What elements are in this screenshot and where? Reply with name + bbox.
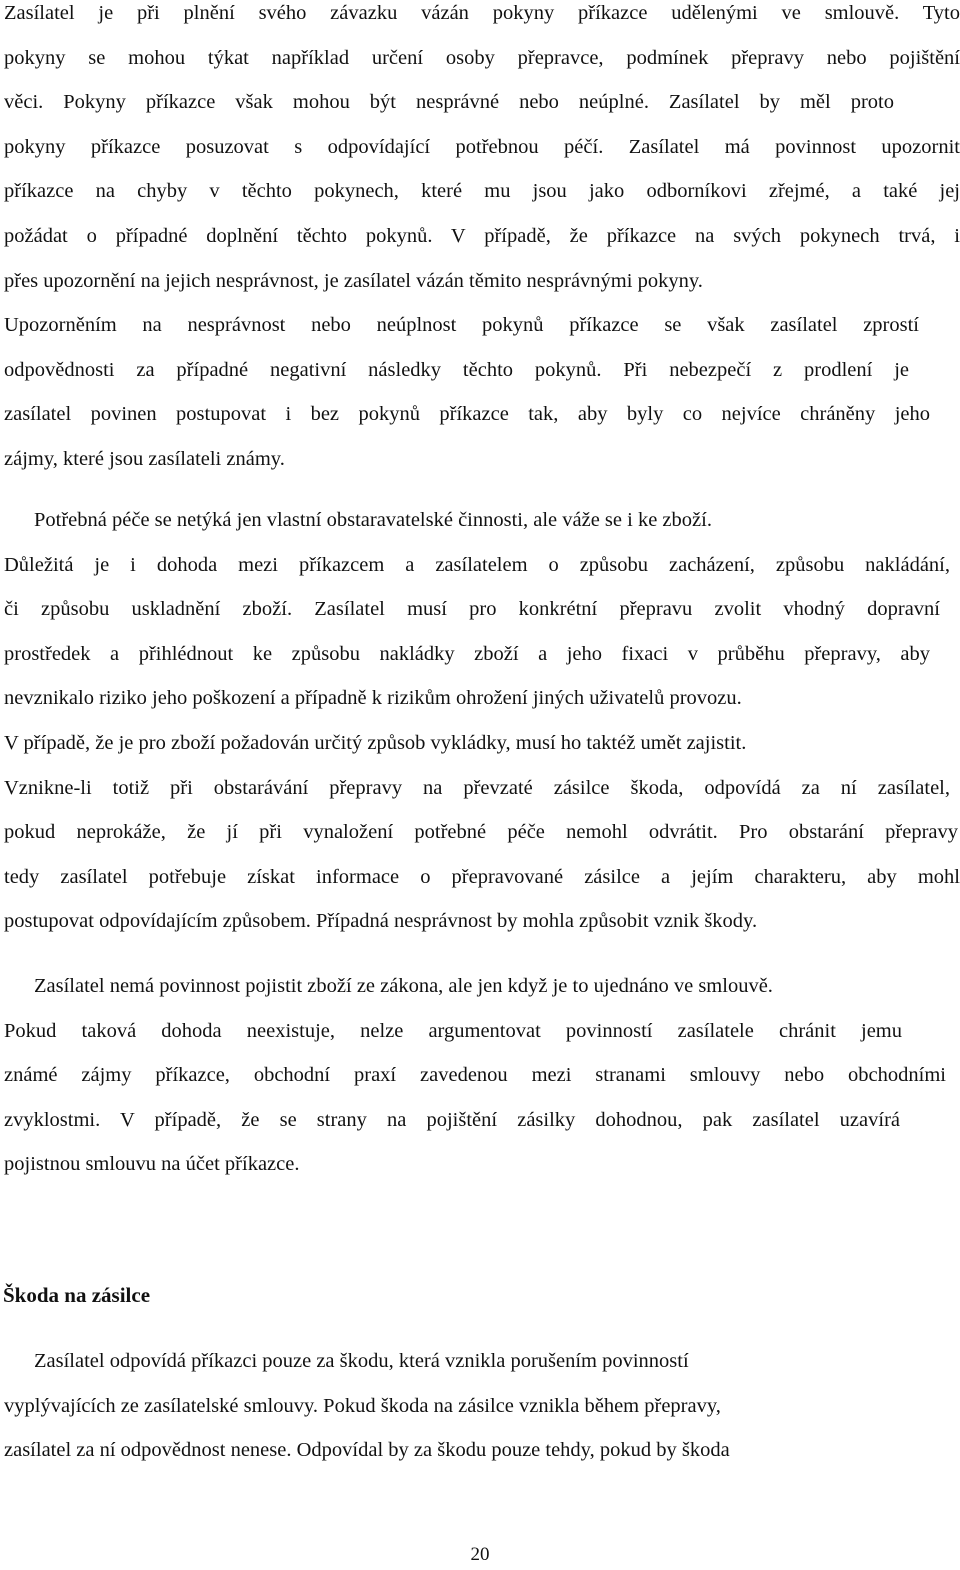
text-line: vyplývajících ze zasílatelské smlouvy. Pokud škoda na zásilce vznikla během přepravy, [4,1394,721,1417]
text-line: přes upozornění na jejich nesprávnost, je zasílatel vázán těmito nesprávnými pokyny. [4,269,703,292]
section-heading: Škoda na zásilce [3,1283,151,1307]
text-line: nevznikalo riziko jeho poškození a případně k rizikům ohrožení jiných uživatelů provozu. [4,687,742,710]
text-line: prostředek a přihlédnout ke způsobu nakládky zboží a jeho fixaci v průběhu přepravy, aby [4,642,930,665]
paragraph-2 [4,498,960,944]
paragraph-4 [4,1339,960,1473]
text-line: pokyny se mohou týkat například určení osoby přepravce, podmínek přepravy nebo pojištění [4,46,960,69]
text-line: tedy zasílatel potřebuje získat informace o přepravované zásilce a jejím charakteru, aby mohl [4,865,960,888]
text-line: zasílatel povinen postupovat i bez pokynů příkazce tak, aby byly co nejvíce chráněny jeho [4,403,930,426]
text-line: pokyny příkazce posuzovat s odpovídající potřebnou péčí. Zasílatel má povinnost upozornit [4,135,960,158]
text-line: postupovat odpovídajícím způsobem. Případná nesprávnost by mohla způsobit vznik škody. [4,910,758,933]
text-line: věci. Pokyny příkazce však mohou být nesprávné nebo neúplné. Zasílatel by měl proto [4,91,894,114]
text-line: Zasílatel odpovídá příkazci pouze za škodu, která vznikla porušením povinností [34,1350,689,1372]
text-line: Upozorněním na nesprávnost nebo neúplnost pokynů příkazce se však zasílatel zprostí [4,314,919,337]
text-line: Zasílatel je při plnění svého závazku vázán pokyny příkazce udělenými ve smlouvě. Tyto [4,2,960,24]
text-line: požádat o případné doplnění těchto pokynů. V případě, že příkazce na svých pokynech trvá, i [4,224,960,247]
text-line: známé zájmy příkazce, obchodní praxí zavedenou mezi stranami smlouvy nebo obchodními [4,1064,946,1087]
text-line: Důležitá je i dohoda mezi příkazcem a zasílatelem o způsobu zacházení, způsobu nakládání, [4,553,950,576]
text-line: V případě, že je pro zboží požadován určitý způsob vykládky, musí ho taktéž umět zajistit. [4,731,747,754]
text-line: pokud neprokáže, že jí při vynaložení potřebné péče nemohl odvrátit. Pro obstarání přepravy [4,821,958,844]
text-line: odpovědnosti za případné negativní následky těchto pokynů. Při nebezpečí z prodlení je [4,358,909,381]
text-line: zájmy, které jsou zasílateli známy. [4,447,285,470]
text-line: Potřebná péče se netýká jen vlastní obstaravatelské činnosti, ale váže se i ke zboží. [34,509,712,531]
text-line: či způsobu uskladnění zboží. Zasílatel musí pro konkrétní přepravu zvolit vhodný dopravní [4,598,940,621]
text-line: zasílatel za ní odpovědnost nenese. Odpovídal by za škodu pouze tehdy, pokud by škoda [4,1439,730,1462]
paragraph-1 [4,0,960,482]
paragraph-3 [4,964,960,1187]
text-line: pojistnou smlouvu na účet příkazce. [4,1153,300,1176]
text-line: Pokud taková dohoda neexistuje, nelze argumentovat povinností zasílatele chránit jemu [4,1019,902,1042]
text-line: Vznikne-li totiž při obstarávání přepravy na převzaté zásilce škoda, odpovídá za ní zasílatel, [4,776,950,799]
text-line: zvyklostmi. V případě, že se strany na pojištění zásilky dohodnou, pak zasílatel uzavírá [4,1108,900,1131]
page-number: 20 [470,1544,490,1565]
text-line: příkazce na chyby v těchto pokynech, které mu jsou jako odborníkovi zřejmé, a také jej [4,180,960,203]
text-line: Zasílatel nemá povinnost pojistit zboží ze zákona, ale jen když je to ujednáno ve smlouvě. [34,975,773,997]
